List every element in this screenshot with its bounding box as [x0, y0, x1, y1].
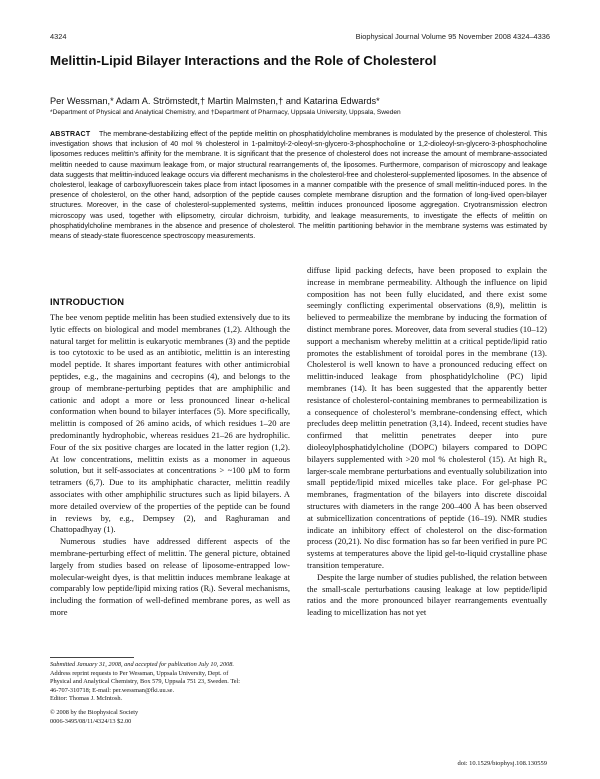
issn-line: 0006-3495/08/11/4324/13 $2.00: [50, 717, 132, 725]
abstract: [50, 130, 547, 242]
paragraph: The bee venom peptide melitin has been studied extensively due to its lytic effects on biological and model membranes (1,2). Although the natural target for melittin is eukaryotic membranes (3) and the peptide is too cytotoxic to be used as an antibiotic, melittin is an interesting model peptide. It shares important features with other antimicrobial peptides, e.g., the magainins and cecropins (4), and belongs to the group of membrane-perturbing peptides that are amphiphilic and cationic and adopt a more or less pronounced linear α-helical conformation when bound to bilayer interfaces (5). More specifically, melittin is composed of 26 amino acids, of which residues 1–20 are predominantly hydrophobic, whereas residues 21–26 are hydrophilic. Four of the six positive charges are located in the latter region (1,2). At low concentrations, melittin exists as a monomer in aqueous solution, but it self-associates at concentrations > ~100 μM to form tetramers (6,7). Due to its amphiphatic character, melittin readily associates with other amphiphilic structures such as lipid bilayers. A more detailed overview of the properties of the peptide can be found in reviews by, e.g., Dempsey (2), and Raghuraman and Chattopadhyay (1).: [50, 312, 290, 535]
article-title: Melittin-Lipid Bilayer Interactions and the Role of Cholesterol: [50, 53, 437, 68]
submission-dates: Submitted January 31, 2008, and accepted for publication July 10, 2008.: [50, 661, 234, 668]
left-column: [50, 312, 290, 619]
reprint-address-line: Physical and Analytical Chemistry, Box 579, Uppsala 751 23, Sweden. Tel:: [50, 678, 241, 686]
paragraph: Despite the large number of studies published, the relation between the small-scale perturbations causing leakage at low peptide/lipid ratios and the more pronounced bilayer rearrangements eventually leading to micellization has not yet: [307, 571, 547, 618]
paragraph: diffuse lipid packing defects, have been proposed to explain the increase in membrane permeability. Although the influence on lipid composition has not been fully elucidated, and there exist some seemingly conflicting experimental observations (8,9), melittin is believed to permeabilize the membrane by inducing the formation of distinct membrane pores. Moreover, data from several studies (10–12) support a mechanism whereby melittin at a critical peptide/lipid ratio promotes the establishment of toroidal pores in the membrane (13). Cholesterol is well known to have a pronounced reducing effect on melittin-induced leakage from phosphatidylcholine (PC) lipid membranes (14). It has been suggested that the apparently better resistance of cholesterol-containing membranes to permeabilization is a consequence of cholesterol’s membrane-condensing effect, which precludes deep melittin penetration (3,14). Indeed, recent studies have confirmed that melittin penetrates deeper into pure dioleoylphosphatidylcholine (DOPC) bilayers compared to DOPC bilayers supplemented with >20 mol % cholesterol (15). At high Rᵢ, larger-scale membrane perturbations and eventually solubilization into small peptide/lipid mixed micelles take place. For gel-phase PC membranes, fragmentation of the bilayers into discrete discoidal structures with diameters in the range 200–400 Å has been observed at submicellization concentrations of peptide (16–19). NMR studies indicate an inhibitory effect of cholesterol on the disc-formation process (20,21). No disc formation has so far been verified in pure PC systems at temperatures above the lipid gel-to-liquid crystalline phase transition temperature.: [307, 265, 547, 570]
abstract-label: ABSTRACT: [50, 131, 91, 138]
section-heading: INTRODUCTION: [50, 296, 125, 307]
abstract-text: The membrane-destabilizing effect of the peptide melittin on phosphatidylcholine membranes is modulated by the presence of cholesterol. This investigation shows that inclusion of 40 mol % cholesterol in 1-palmitoyl-2-oleoyl-sn-glycero-3-phosphocholine or 1,2-dioleoyl-sn-glycero-3-phosphocholine liposomes reduces melittin’s affinity for the membrane. It is significant that the presence of cholesterol does not increase the amount of membrane-associated melittin needed to cause maximum leakage from, or major structural rearrangements of, the liposomes. Furthermore, comparison of microscopy and leakage data suggests that melittin-induced leakage occurs via different mechanisms in the cholesterol-free and cholesterol-supplemented liposomes. In the absence of cholesterol, leakage of carboxyfluorescein takes place from intact liposomes in a manner compatible with the presence of small melittin-induced pores. In the presence of cholesterol, on the other hand, adsorption of the peptide causes complete membrane disruption and the formation of long-lived open-bilayer structures. Moreover, in the case of cholesterol-supplemented systems, melittin induces pronounced liposome aggregation. Cryotransmission electron microscopy was used, together with ellipsometry, circular dichroism, turbidity, and leakage measurements, to investigate the effects of melittin on phosphatidylcholine membranes in the absence and presence of cholesterol. The melittin partitioning behavior in the membrane systems was estimated by means of steady-state fluorescence spectroscopy measurements.: [50, 131, 547, 241]
author-list: Per Wessman,* Adam A. Strömstedt,† Martin Malmsten,† and Katarina Edwards*: [50, 96, 380, 106]
page-number: 4324: [50, 32, 67, 41]
editor-note: Editor: Thomas J. McIntosh.: [50, 695, 123, 703]
journal-citation: Biophysical Journal Volume 95 November 2008 4324–4336: [355, 32, 550, 41]
doi-link[interactable]: doi: 10.1529/biophysj.108.130559: [457, 760, 547, 767]
reprint-address-line: Address reprint requests to Per Wessman, Uppsala University, Dept. of: [50, 669, 229, 677]
footnote-divider: [50, 657, 134, 658]
footnotes: [50, 661, 290, 726]
reprint-address-line: 46-707-310718; E-mail: per.wessman@fki.uu.se.: [50, 686, 175, 694]
affiliations: *Department of Physical and Analytical Chemistry, and †Department of Pharmacy, Uppsala University, Uppsala, Sweden: [50, 109, 401, 116]
right-column: [307, 265, 547, 619]
copyright-line: © 2008 by the Biophysical Society: [50, 708, 139, 716]
paragraph: Numerous studies have addressed different aspects of the membrane-perturbing effect of melittin. The general picture, obtained largely from studies based on release of liposome-entrapped low-molecular-weight dyes, is that melittin induces membrane leakage at comparably low peptide/lipid mixing ratios (Rᵢ). Several mechanisms, including the formation of well-defined membrane pores, as well as more: [50, 536, 290, 617]
running-head: [50, 32, 550, 44]
